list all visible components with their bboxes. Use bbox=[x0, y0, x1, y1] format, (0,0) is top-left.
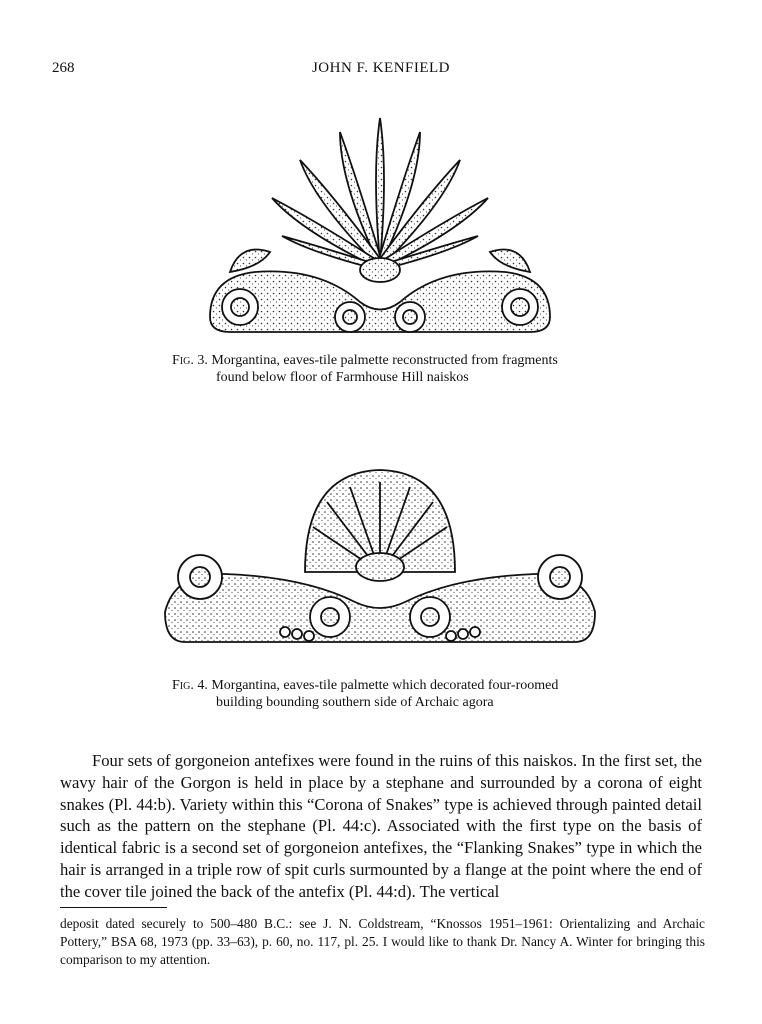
figure-3-palmette-illustration bbox=[200, 112, 560, 342]
footnote-rule bbox=[60, 907, 167, 908]
figure-4-caption-line-2: building bounding southern side of Archaic agora bbox=[216, 695, 494, 710]
body-paragraph: Four sets of gorgoneion antefixes were found in the ruins of this naiskos. In the first set, the wavy hair of the Gorgon is held in place by a stephane and surrounded by a corona of eight snakes (Pl. 44:b). Variety within this “Corona of Snakes” type is achieved through painted detail such as the pattern on the stephane (Pl. 44:c). Associated with the first type on the basis of identical fabric is a second set of gorgoneion antefixes, the “Flanking Snakes” type in which the hair is arranged in a triple row of spit curls surmounted by a flange at the point where the end of the cover tile joined the back of the antefix (Pl. 44:d). The vertical bbox=[60, 751, 702, 901]
figure-4-caption-line-1: Morgantina, eaves-tile palmette which decorated four-roomed bbox=[211, 678, 559, 693]
figure-4-palmette-illustration bbox=[155, 462, 605, 662]
figure-3-caption-line-2: found below floor of Farmhouse Hill naiskos bbox=[216, 370, 469, 385]
figure-3-caption-line-1: Morgantina, eaves-tile palmette reconstructed from fragments bbox=[211, 353, 558, 368]
figure-3-label: Fig. 3. bbox=[172, 353, 208, 368]
figure-4-label: Fig. 4. bbox=[172, 678, 208, 693]
footnote: deposit dated securely to 500–480 B.C.: see J. N. Coldstream, “Knossos 1951–1961: Orientalizing and Archaic Pottery,” BSA 68, 1973 (pp. 33–63), p. 60, no. 117, pl. 25. I would like to thank Dr. Nancy A. Winter for bringing this comparison to my attention. bbox=[60, 916, 705, 967]
figure-4-caption bbox=[172, 677, 612, 711]
figure-3-caption bbox=[172, 352, 612, 386]
page-number: 268 bbox=[52, 60, 75, 76]
running-head: JOHN F. KENFIELD bbox=[311, 60, 451, 76]
